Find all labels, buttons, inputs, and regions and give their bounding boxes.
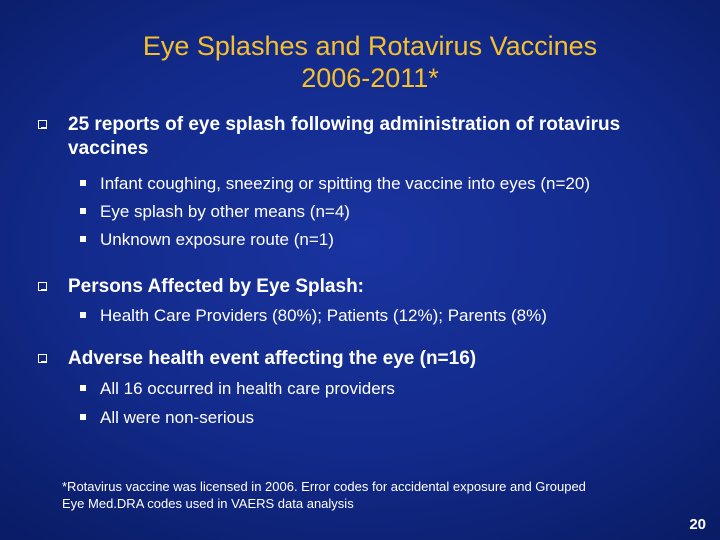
slide-title	[40, 30, 700, 94]
bullet-persons-affected	[38, 275, 678, 299]
bullet-text: 25 reports of eye splash following administration of rotavirus vaccines	[68, 114, 621, 159]
sub-bullet-text: All were non-serious	[100, 408, 255, 427]
filled-square-bullet-icon	[80, 208, 86, 214]
slide-title-line-1: Eye Splashes and Rotavirus Vaccines	[142, 31, 598, 61]
sub-bullet-text: Infant coughing, sneezing or spitting the vaccine into eyes (n=20)	[100, 174, 591, 193]
sub-bullet-text: All 16 occurred in health care providers	[100, 379, 395, 398]
page-number: 20	[689, 516, 706, 533]
filled-square-bullet-icon	[80, 414, 86, 420]
sub-bullet-infant-coughing	[80, 173, 700, 194]
hollow-square-bullet-icon	[38, 120, 47, 129]
bullet-text: Persons Affected by Eye Splash:	[68, 276, 365, 297]
sub-bullet-persons-breakdown	[80, 305, 700, 326]
filled-square-bullet-icon	[80, 312, 86, 318]
filled-square-bullet-icon	[80, 385, 86, 391]
sub-bullet-text: Health Care Providers (80%); Patients (12%); Parents (8%)	[100, 306, 547, 325]
bullet-text: Adverse health event affecting the eye (n=16)	[68, 348, 477, 369]
hollow-square-bullet-icon	[38, 354, 47, 363]
sub-bullet-text: Unknown exposure route (n=1)	[100, 230, 334, 249]
hollow-square-bullet-icon	[38, 282, 47, 291]
footnote-line-1: *Rotavirus vaccine was licensed in 2006. Error codes for accidental exposure and Grouped	[62, 479, 586, 494]
slide-title-line-2: 2006-2011*	[301, 63, 439, 93]
filled-square-bullet-icon	[80, 180, 86, 186]
footnote-line-2: Eye Med.DRA codes used in VAERS data analysis	[62, 496, 354, 511]
filled-square-bullet-icon	[80, 236, 86, 242]
sub-bullet-all-in-hcp	[80, 378, 700, 399]
sub-bullet-other-means	[80, 201, 700, 222]
sub-bullet-unknown-route	[80, 229, 700, 250]
footnote	[62, 478, 662, 512]
bullet-adverse-event	[38, 347, 678, 371]
sub-bullet-text: Eye splash by other means (n=4)	[100, 202, 350, 221]
sub-bullet-non-serious	[80, 407, 700, 428]
bullet-reports	[38, 113, 678, 161]
